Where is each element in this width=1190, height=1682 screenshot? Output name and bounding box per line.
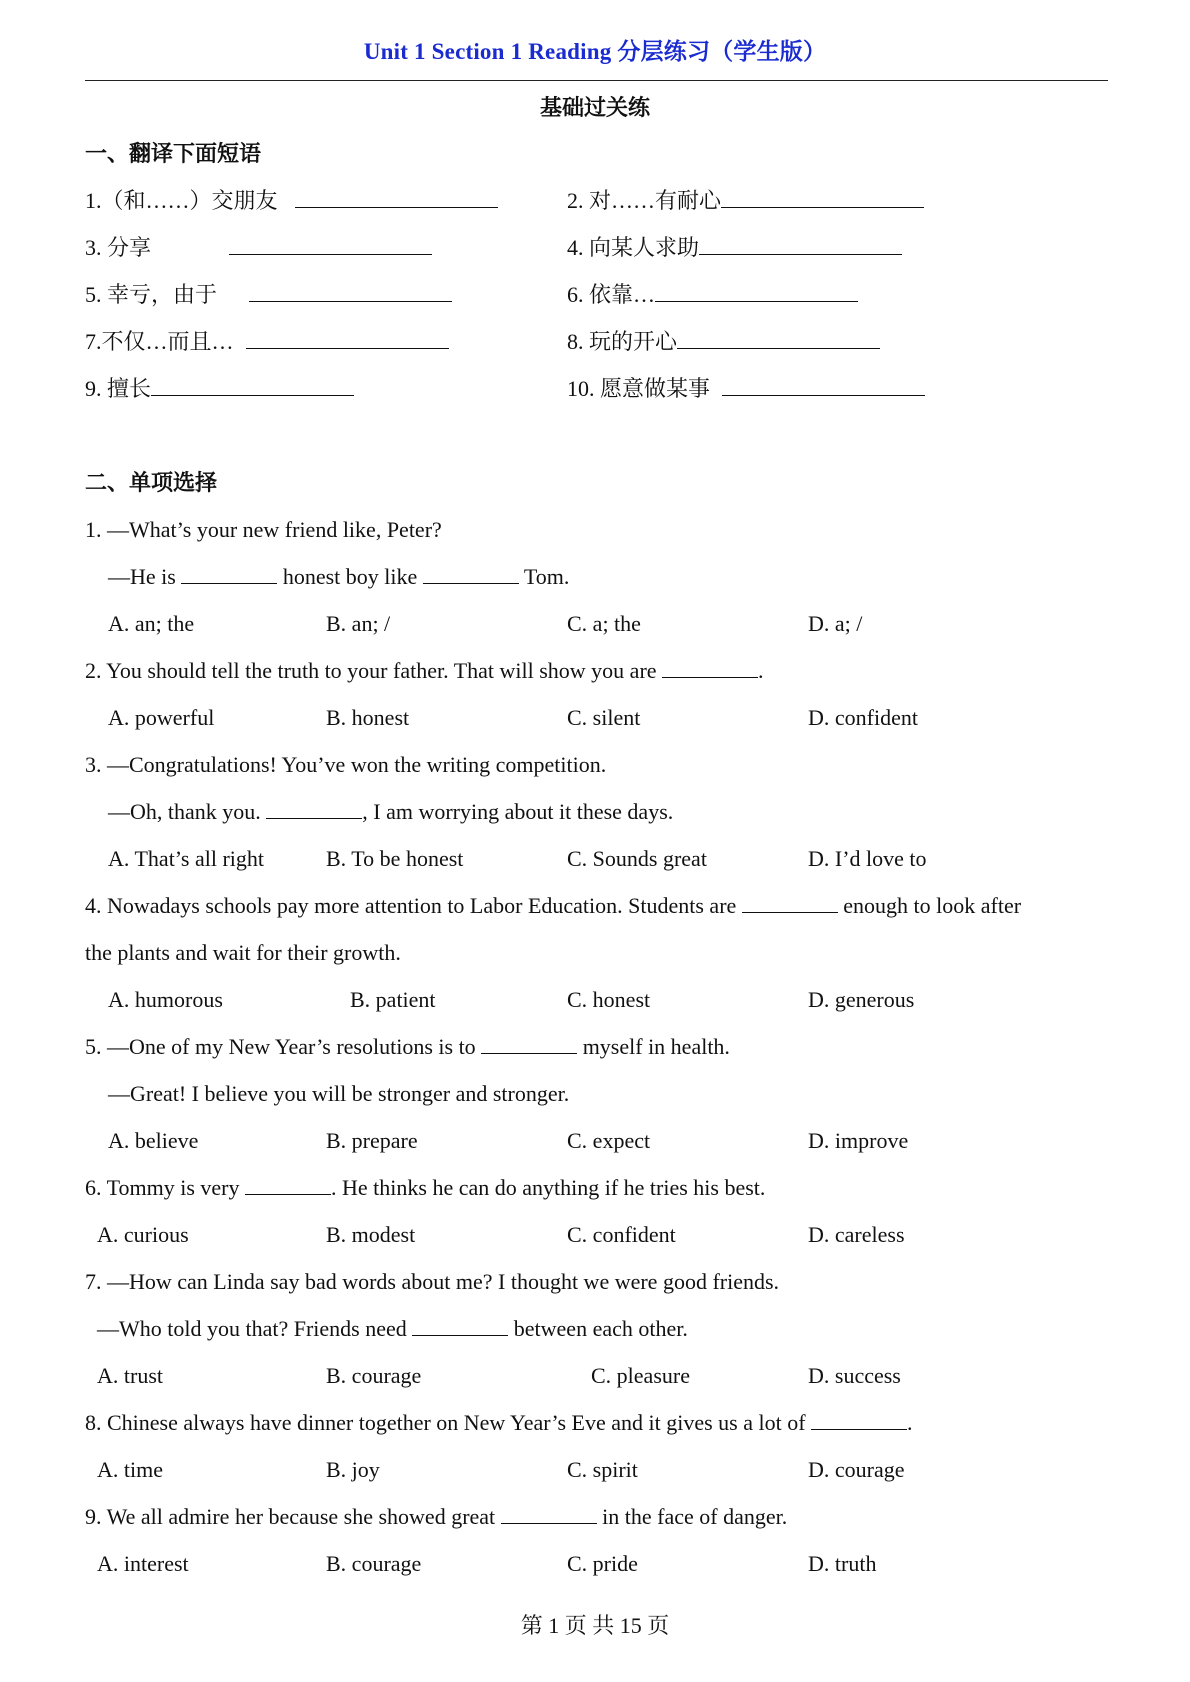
option-a[interactable]: A. time <box>97 1457 163 1482</box>
answer-blank[interactable] <box>151 375 354 396</box>
question-stem: 1. —What’s your new friend like, Peter? <box>85 517 442 542</box>
stem-text: . He thinks he can do anything if he tries his best. <box>331 1175 766 1200</box>
option-b[interactable]: B. modest <box>326 1222 416 1247</box>
question-line <box>108 798 673 826</box>
option-a[interactable]: A. powerful <box>108 705 215 730</box>
stem-text: —Oh, thank you. <box>108 799 267 824</box>
part1-heading: 一、翻译下面短语 <box>85 141 262 166</box>
answer-blank[interactable] <box>412 1315 508 1336</box>
phrase-item <box>567 234 902 262</box>
phrase-label: 4. 向某人求助 <box>567 235 700 260</box>
stem-text: 6. Tommy is very <box>85 1175 245 1200</box>
question-stem <box>85 1503 787 1531</box>
answer-blank[interactable] <box>501 1503 597 1524</box>
answer-blank[interactable] <box>742 892 838 913</box>
section-title: 基础过关练 <box>539 95 650 120</box>
answer-blank[interactable] <box>662 657 758 678</box>
option-b[interactable]: B. prepare <box>326 1128 418 1153</box>
answer-blank[interactable] <box>481 1033 577 1054</box>
option-d[interactable]: D. careless <box>808 1222 905 1247</box>
phrase-label: 8. 玩的开心 <box>567 329 678 354</box>
option-a[interactable]: A. trust <box>97 1363 163 1388</box>
answer-blank[interactable] <box>246 328 449 349</box>
answer-blank[interactable] <box>655 281 858 302</box>
answer-blank[interactable] <box>699 234 902 255</box>
option-c[interactable]: C. pride <box>567 1551 638 1576</box>
option-d[interactable]: D. confident <box>808 705 918 730</box>
answer-blank[interactable] <box>811 1409 907 1430</box>
question-stem <box>85 1174 765 1202</box>
option-c[interactable]: C. spirit <box>567 1457 638 1482</box>
option-a[interactable]: A. an; the <box>108 611 195 636</box>
answer-blank[interactable] <box>677 328 880 349</box>
question-stem <box>85 1409 913 1437</box>
phrase-item <box>85 281 452 309</box>
option-b[interactable]: B. honest <box>326 705 410 730</box>
phrase-label: 5. 幸亏，由于 <box>85 282 218 307</box>
part2-heading: 二、单项选择 <box>85 470 218 495</box>
option-d[interactable]: D. a; / <box>808 611 863 636</box>
option-a[interactable]: A. curious <box>97 1222 189 1247</box>
question-line <box>97 1315 688 1343</box>
option-c[interactable]: C. silent <box>567 705 641 730</box>
phrase-label: 1.（和……）交朋友 <box>85 188 278 213</box>
question-stem <box>85 657 764 685</box>
stem-text: enough to look after <box>837 893 1022 918</box>
stem-text: 5. —One of my New Year’s resolutions is to <box>85 1034 482 1059</box>
phrase-item <box>567 281 858 309</box>
option-a[interactable]: A. believe <box>108 1128 199 1153</box>
stem-text: —He is <box>108 564 182 589</box>
answer-blank[interactable] <box>722 375 925 396</box>
answer-blank[interactable] <box>229 234 432 255</box>
stem-text: honest boy like <box>277 564 423 589</box>
stem-text: . <box>758 658 764 683</box>
option-d[interactable]: D. generous <box>808 987 915 1012</box>
stem-text: myself in health. <box>577 1034 730 1059</box>
option-c[interactable]: C. confident <box>567 1222 676 1247</box>
stem-text: —Who told you that? Friends need <box>97 1316 413 1341</box>
option-c[interactable]: C. honest <box>567 987 651 1012</box>
stem-text: Tom. <box>518 564 570 589</box>
question-line <box>108 563 569 591</box>
option-d[interactable]: D. improve <box>808 1128 909 1153</box>
question-line: —Great! I believe you will be stronger and stronger. <box>108 1081 570 1106</box>
option-d[interactable]: D. truth <box>808 1551 877 1576</box>
stem-text: 4. Nowadays schools pay more attention to Labor Education. Students are <box>85 893 742 918</box>
option-d[interactable]: D. I’d love to <box>808 846 927 871</box>
phrase-label: 7.不仅…而且… <box>85 329 234 354</box>
phrase-item <box>85 328 449 356</box>
answer-blank[interactable] <box>266 798 362 819</box>
document-header-title: Unit 1 Section 1 Reading 分层练习（学生版） <box>363 39 827 64</box>
option-b[interactable]: B. courage <box>326 1363 422 1388</box>
option-b[interactable]: B. joy <box>326 1457 380 1482</box>
stem-text: . <box>907 1410 913 1435</box>
answer-blank[interactable] <box>245 1174 331 1195</box>
option-a[interactable]: A. That’s all right <box>108 846 265 871</box>
stem-text: 2. You should tell the truth to your father. That will show you are <box>85 658 663 683</box>
option-b[interactable]: B. courage <box>326 1551 422 1576</box>
option-b[interactable]: B. To be honest <box>326 846 464 871</box>
question-stem: 7. —How can Linda say bad words about me? I thought we were good friends. <box>85 1269 780 1294</box>
stem-text: in the face of danger. <box>596 1504 788 1529</box>
phrase-label: 10. 愿意做某事 <box>567 376 711 401</box>
phrase-label: 6. 依靠… <box>567 282 656 307</box>
stem-text: between each other. <box>508 1316 688 1341</box>
option-d[interactable]: D. courage <box>808 1457 905 1482</box>
phrase-item <box>85 234 432 262</box>
header-rule <box>85 80 1108 81</box>
answer-blank[interactable] <box>181 563 277 584</box>
answer-blank[interactable] <box>295 187 498 208</box>
phrase-item <box>567 375 925 403</box>
option-c[interactable]: C. Sounds great <box>567 846 707 871</box>
question-line: the plants and wait for their growth. <box>85 940 401 965</box>
option-a[interactable]: A. interest <box>97 1551 189 1576</box>
option-b[interactable]: B. an; / <box>326 611 391 636</box>
phrase-label: 2. 对……有耐心 <box>567 188 722 213</box>
option-b[interactable]: B. patient <box>350 987 436 1012</box>
phrase-label: 3. 分享 <box>85 235 152 260</box>
answer-blank[interactable] <box>423 563 519 584</box>
page-number-footer: 第 1 页 共 15 页 <box>520 1613 670 1638</box>
phrase-item <box>567 187 924 215</box>
stem-text: 9. We all admire her because she showed great <box>85 1504 501 1529</box>
question-stem <box>85 892 1021 920</box>
phrase-item <box>85 187 498 215</box>
answer-blank[interactable] <box>249 281 452 302</box>
option-c[interactable]: C. pleasure <box>591 1363 690 1388</box>
question-stem: 3. —Congratulations! You’ve won the writing competition. <box>85 752 607 777</box>
stem-text: 8. Chinese always have dinner together on New Year’s Eve and it gives us a lot of <box>85 1410 812 1435</box>
phrase-item <box>567 328 880 356</box>
option-d[interactable]: D. success <box>808 1363 901 1388</box>
option-a[interactable]: A. humorous <box>108 987 223 1012</box>
phrase-label: 9. 擅长 <box>85 376 152 401</box>
question-stem <box>85 1033 730 1061</box>
answer-blank[interactable] <box>721 187 924 208</box>
stem-text: , I am worrying about it these days. <box>362 799 674 824</box>
option-c[interactable]: C. expect <box>567 1128 651 1153</box>
option-c[interactable]: C. a; the <box>567 611 641 636</box>
phrase-item <box>85 375 354 403</box>
